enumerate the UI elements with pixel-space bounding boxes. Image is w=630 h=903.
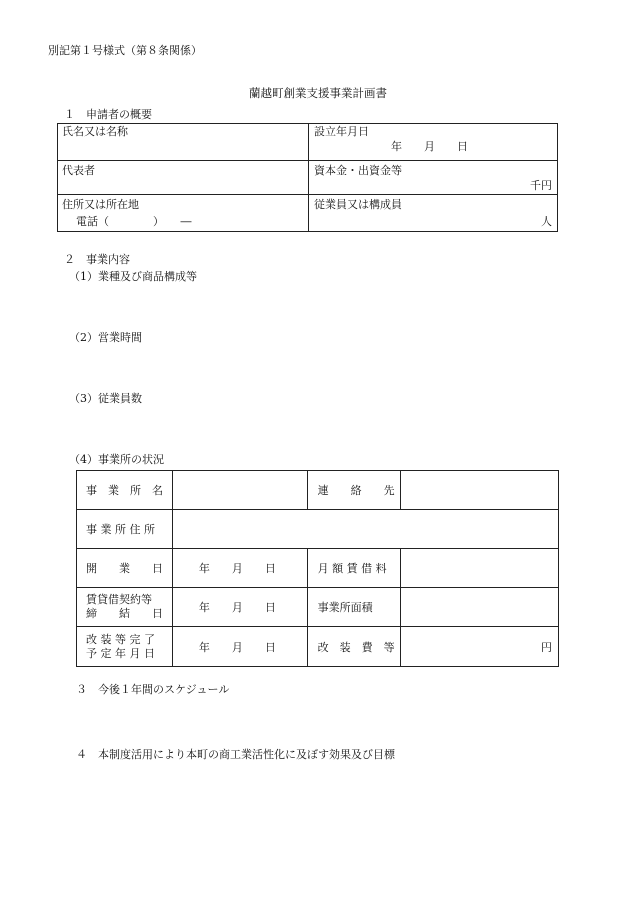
rep-label: 代表者 [62,164,95,177]
yen-unit: 円 [541,640,552,654]
monthly-rent-input[interactable] [401,549,559,588]
office-name-input[interactable] [172,471,307,510]
renovation-date-value: 年 月 日 [198,640,276,654]
office-address-label-cell [77,510,173,549]
office-address-input[interactable] [172,510,558,549]
office-area-label-cell [307,588,401,627]
phone-label: 電話（ ） ― [76,215,192,228]
contact-label: 連 絡 先 [317,484,395,497]
monthly-rent-label-cell [307,549,401,588]
office-name-label: 事 業 所 名 [86,484,163,497]
capital-unit: 千円 [530,179,552,192]
office-address-label: 事 業 所 住 所 [86,523,155,536]
section2-item1: （1）業種及び商品構成等 [69,270,197,283]
contact-label-cell [307,471,401,510]
lease-label-cell [77,588,173,627]
capital-cell[interactable] [309,161,558,195]
section1-heading: １ 申請者の概要 [64,108,152,121]
employees-cell[interactable] [309,195,558,232]
lease-label-line2: 締 結 日 [86,607,163,620]
address-cell[interactable] [58,195,309,232]
applicant-table [57,123,558,232]
established-cell[interactable] [309,124,558,161]
section3-heading: ３ 今後１年間のスケジュール [76,683,230,696]
employees-label: 従業員又は構成員 [314,198,402,211]
opening-date-value: 年 月 日 [198,562,276,575]
lease-label-line1: 賃貸借契約等 [86,593,152,606]
renovation-label-line1: 改 装 等 完 了 [86,632,155,646]
lease-date-input[interactable] [172,588,307,627]
opening-date-label-cell [77,549,173,588]
employees-unit: 人 [541,215,552,228]
section2-item4: （4）事業所の状況 [69,453,164,466]
renovation-label-cell [77,627,173,667]
form-number: 別記第１号様式（第８条関係） [48,44,202,57]
renovation-label-line2: 予 定 年 月 日 [86,646,155,660]
renovation-cost-input[interactable] [401,627,559,667]
name-cell[interactable] [58,124,309,161]
lease-date-value: 年 月 日 [198,601,276,614]
opening-date-label: 開 業 日 [86,562,163,575]
capital-label: 資本金・出資金等 [314,164,402,177]
renovation-date-input[interactable] [172,627,307,667]
established-value: 年 月 日 [391,140,468,153]
office-area-input[interactable] [401,588,559,627]
contact-input[interactable] [401,471,559,510]
monthly-rent-label: 月 額 賃 借 料 [317,562,387,575]
office-name-label-cell [77,471,173,510]
rep-cell[interactable] [58,161,309,195]
established-label: 設立年月日 [314,125,369,138]
opening-date-input[interactable] [172,549,307,588]
office-table [76,470,559,667]
renovation-cost-label: 改 装 費 等 [317,640,395,654]
address-label: 住所又は所在地 [62,198,139,211]
name-label: 氏名又は名称 [62,125,128,138]
page-title: 蘭越町創業支援事業計画書 [249,86,387,100]
section2-heading: ２ 事業内容 [64,253,130,266]
section4-heading: ４ 本制度活用により本町の商工業活性化に及ぼす効果及び目標 [76,748,395,761]
renovation-cost-label-cell [307,627,401,667]
section2-item3: （3）従業員数 [69,392,142,405]
office-area-label: 事業所面積 [317,601,373,614]
section2-item2: （2）営業時間 [69,331,142,344]
